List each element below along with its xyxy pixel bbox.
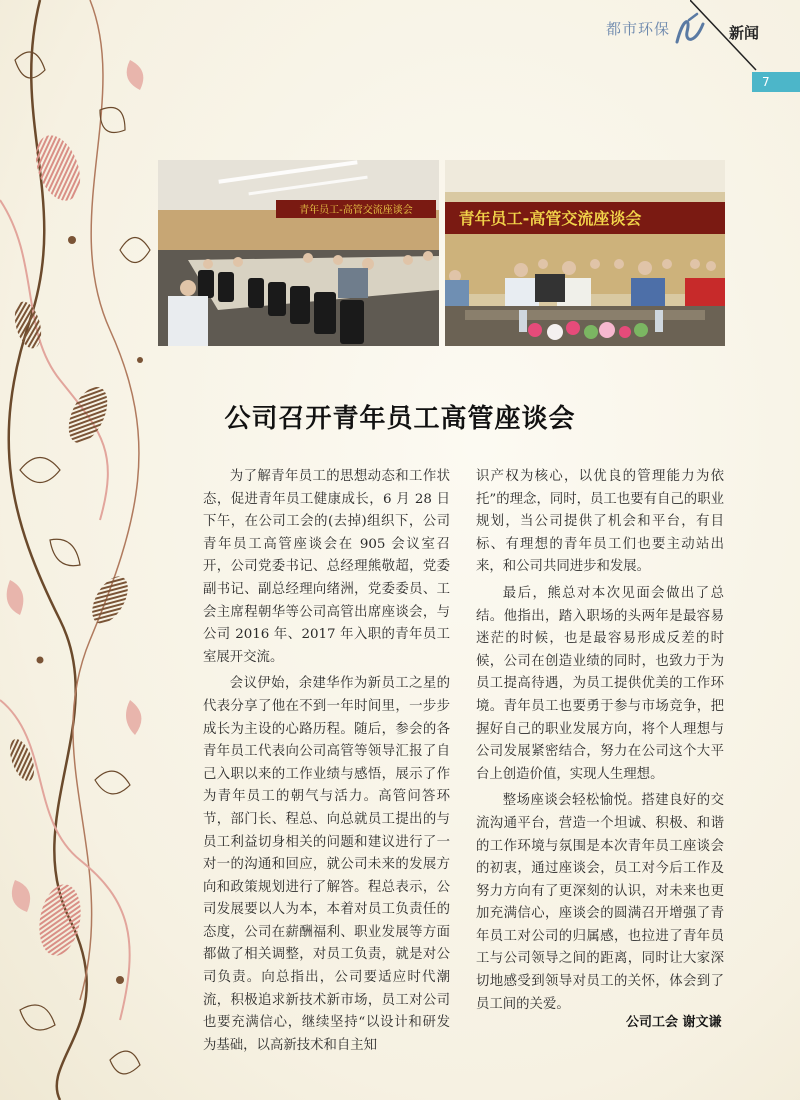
banner-text-1: 青年员工-高管交流座谈会 <box>299 205 413 216</box>
article-paragraph: 识产权为核心，以优良的管理能力为依托”的理念，同时，员工也要有自己的职业规划，当公司提供了机会和平台，有目标、有理想的青年员工们也要主动站出来，和公司共同进步和发展。 <box>476 469 724 575</box>
article-right-column <box>476 466 724 1016</box>
floral-border-decoration <box>0 0 160 1100</box>
article-byline: 公司工会 谢文谦 <box>626 1015 722 1030</box>
banner-text-2: 青年员工-高管交流座谈会 <box>458 209 642 228</box>
article-paragraph: 为了解青年员工的思想动态和工作状态，促进青年员工健康成长，6 月 28 日下午，在公司工会的(去掉)组织下，公司青年员工高管座谈会在 905 会议室召开，公司党委书记、总经理熊敬超，党委副书记、副总经理向绪洲，党委委员、工会主席程朝华等公司高管出席座谈会，与公司 2016 年、2017 年入职的青年员工室展开交流。 <box>203 469 450 665</box>
article-paragraph: 会议伊始，余建华作为新员工之星的代表分享了他在不到一年时间里，一步步成长为主设的心路历程。随后，参会的各青年员工代表向公司高管等领导汇报了自己入职以来的工作业绩与感悟，展示了作为青年员工的朝气与活力。高管问答环节，部门长、程总、向总就员工提出的与员工利益切身相关的问题和建议进行了一对一的沟通和回应，就公司未来的发展方向和政策规划进行了解答。程总表示，公司发展要以人为本，本着对员工负责任的态度，公司在薪酬福利、职业发展等方面都做了相关调整，对员工负责，就是对公司负责。向总指出，公司要适应时代潮流，积极追求新技术新市场，员工对公司也要充满信心，继续坚持“以设计和研发为基础，以高新技术和自主知 <box>203 676 450 1053</box>
section-label: 新闻 <box>729 24 760 42</box>
meeting-photo-1 <box>158 160 439 346</box>
magazine-brand: 都市环保 <box>606 20 671 38</box>
page-number: 7 <box>752 72 800 92</box>
article-paragraph: 最后，熊总对本次见面会做出了总结。他指出，踏入职场的头两年是最容易迷茫的时候，也是最容易形成反差的时候，公司在创造业绩的同时，也致力于为员工提高待遇，为员工提供优美的工作环境。青年员工也要勇于参与市场竞争，把握好自己的职业发展方向，将个人理想与公司发展紧密结合，努力在公司这个大平台上创造价值，实现人生理想。 <box>476 585 724 782</box>
meeting-photo-2 <box>445 160 725 346</box>
article-left-column <box>203 466 450 1057</box>
article-title: 公司召开青年员工高管座谈会 <box>224 404 576 434</box>
article-paragraph: 整场座谈会轻松愉悦。搭建良好的交流沟通平台，营造一个坦诚、积极、和谐的工作环境与氛围是本次青年员工座谈会的初衷，通过座谈会，员工对今后工作及努力方向有了更深刻的认识，对未来也更加充满信心，座谈会的圆满召开增强了青年员工对公司的归属感，也拉进了青年员工与公司领导之间的距离，同时让大家深切地感受到领导对员工的关怀，体会到了员工间的关爱。 <box>476 793 724 1012</box>
